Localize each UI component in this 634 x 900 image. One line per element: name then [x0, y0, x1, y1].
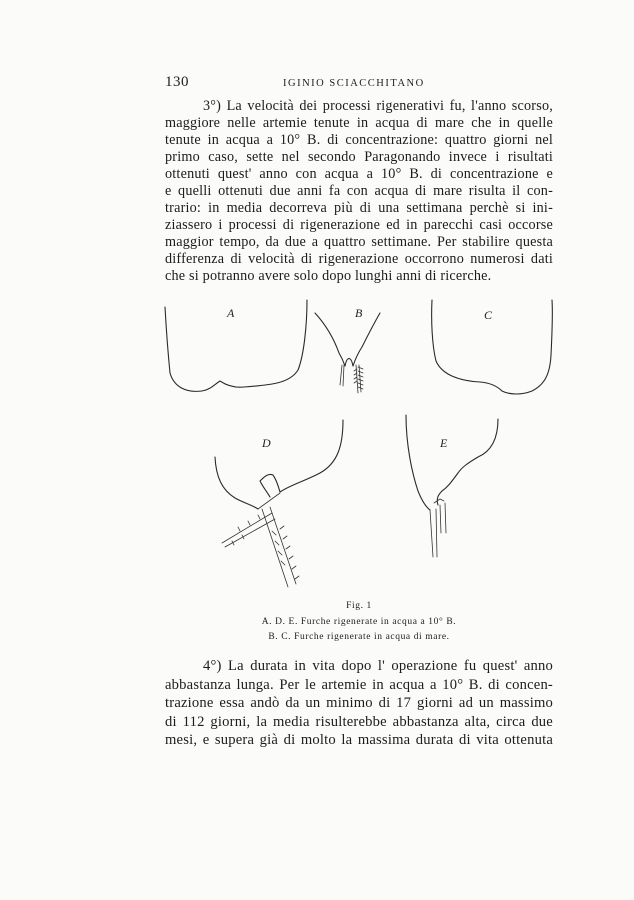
text-line: ottenuti quest' anno con acqua a 10° B. di concentrazione e	[165, 166, 553, 182]
panel-c-drawing	[432, 300, 553, 394]
text-line: che si potranno avere solo dopo lunghi anni di ricerche.	[165, 268, 492, 284]
page-number: 130	[165, 74, 189, 90]
panel-label: C	[484, 308, 493, 322]
text-line: mesi, e supera già di molto la massima durata di vita ottenuta	[165, 732, 553, 748]
figure-caption-line-2: B. C. Furche rigenerate in acqua di mare.	[268, 632, 450, 642]
text-line: tenute in acqua a 10° B. di concentrazione: quattro giorni nel	[165, 132, 553, 148]
figure-1	[160, 295, 560, 595]
text-line: e quelli ottenuti due anni fa con acqua di mare risulta il con-	[165, 183, 553, 199]
text-line: trazione essa andò da un minimo di 17 giorni ad un massimo	[165, 695, 553, 711]
panel-label: A	[227, 306, 235, 320]
furca-drawings	[160, 295, 560, 595]
panel-b-drawing	[315, 306, 380, 393]
text-line: 4°) La durata in vita dopo l' operazione fu quest' anno	[203, 658, 553, 674]
panel-e-drawing	[406, 415, 498, 557]
panel-a-drawing	[165, 300, 307, 391]
running-title: IGINIO SCIACCHITANO	[283, 78, 425, 89]
text-line: ziassero i processi di rigenerazione ed in parecchi casi occorse	[165, 217, 553, 233]
panel-label: E	[440, 436, 448, 450]
text-line: primo caso, sette nel secondo Paragonando invece i risultati	[165, 149, 553, 165]
panel-d-drawing	[215, 420, 343, 587]
page-header	[165, 74, 553, 94]
figure-title: Fig. 1	[346, 601, 372, 611]
text-line: trario: in media decorreva più di una settimana perchè si ini-	[165, 200, 553, 216]
panel-label: B	[355, 306, 363, 320]
text-line: 3°) La velocità dei processi rigenerativi fu, l'anno scorso,	[203, 98, 553, 114]
text-line: abbastanza lunga. Per le artemie in acqua a 10° B. di concen-	[165, 676, 553, 693]
text-line: di 112 giorni, la media risulterebbe abbastanza alta, circa due	[165, 713, 553, 730]
panel-label: D	[262, 436, 271, 450]
text-line: differenza di velocità di rigenerazione occorrono numerosi dati	[165, 251, 553, 267]
text-line: maggior tempo, da due a quattro settimane. Per stabilire questa	[165, 234, 553, 250]
paragraph-4	[165, 657, 553, 750]
text-line: maggiore nelle artemie tenute in acqua di mare che in quelle	[165, 115, 553, 131]
paragraph-3	[165, 98, 553, 285]
figure-caption-line-1: A. D. E. Furche rigenerate in acqua a 10° B.	[261, 617, 457, 627]
